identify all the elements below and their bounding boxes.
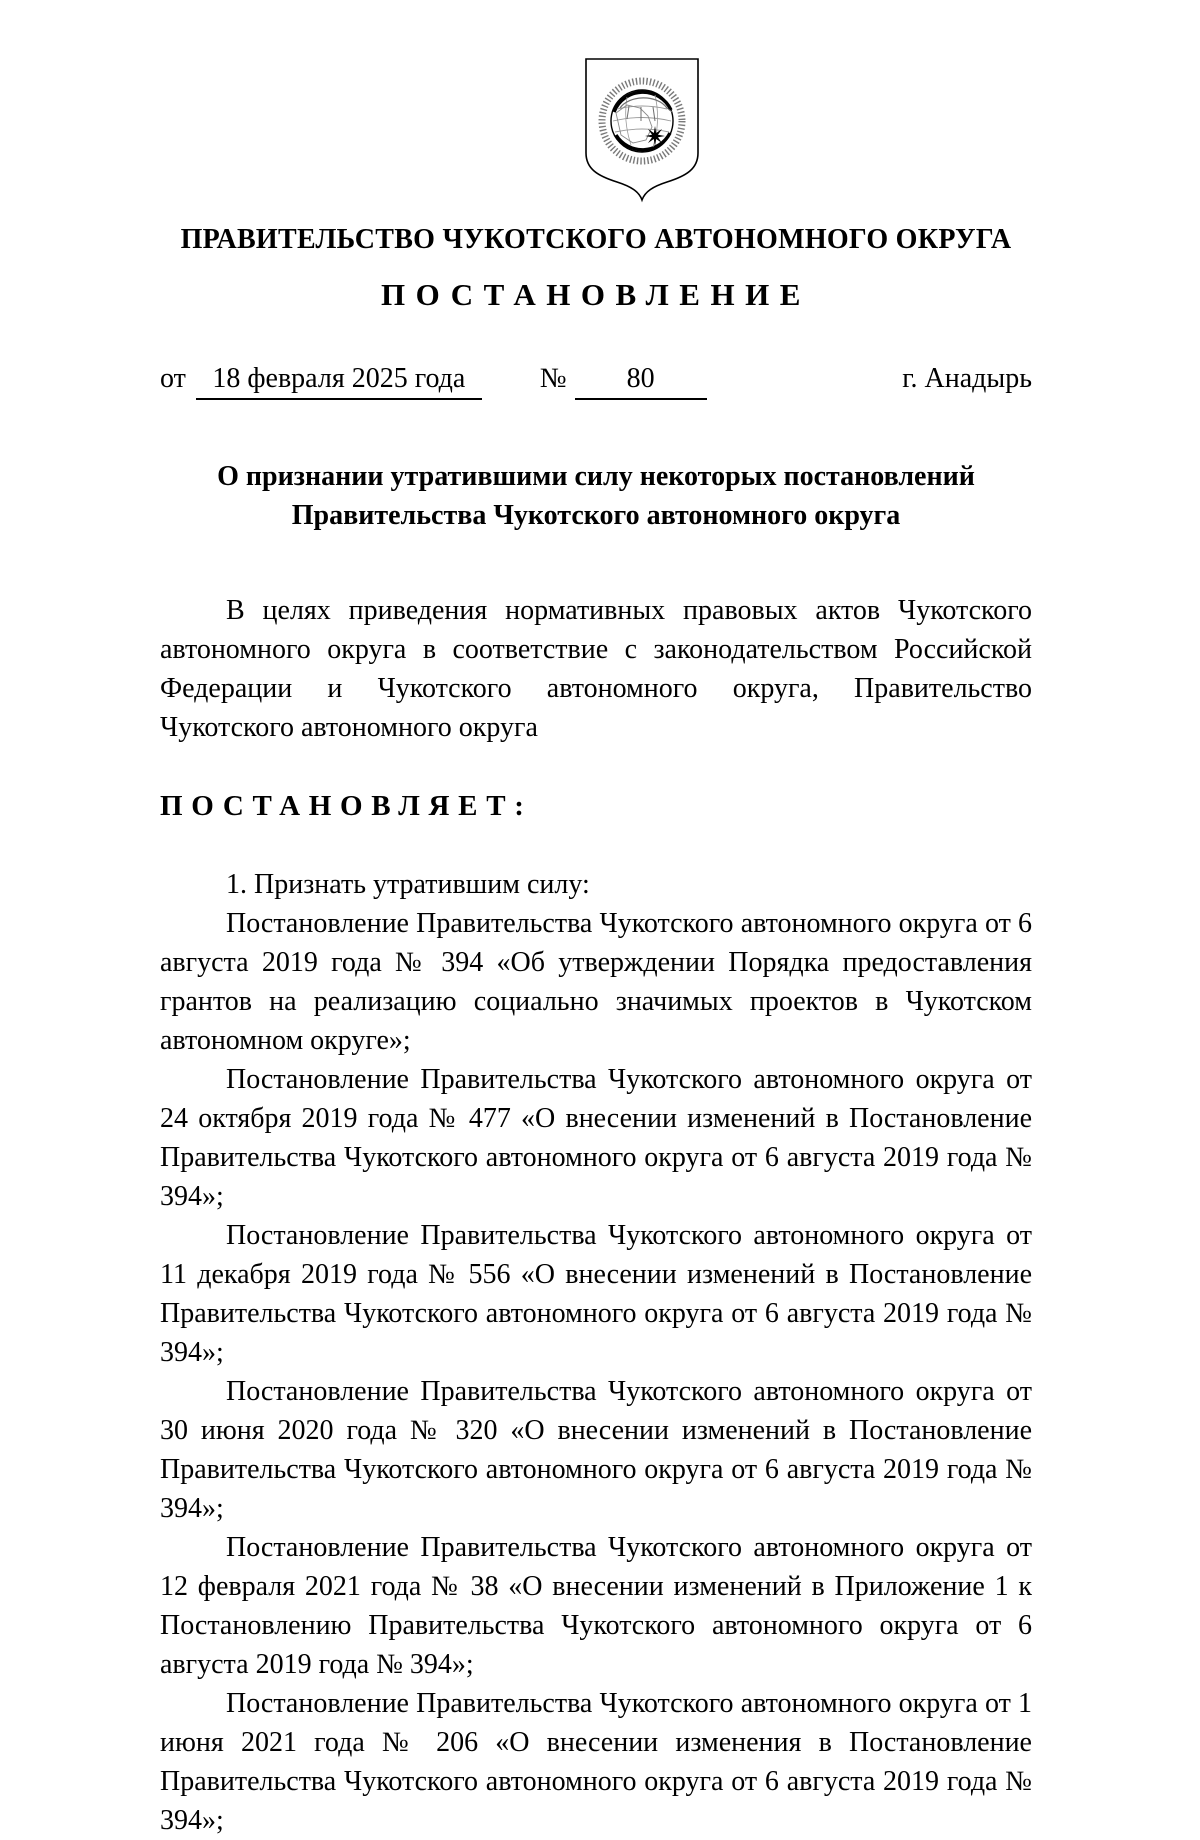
document-title-line2: Правительства Чукотского автономного округа — [291, 500, 901, 531]
date-value: 18 февраля 2025 года — [196, 362, 482, 400]
body-paragraph: Постановление Правительства Чукотского автономного округа от 30 июня 2020 года № 320 «О внесении изменений в Постановление Правительства Чукотского автономного округа от 6 августа 2019 года № 394»; — [160, 1376, 1032, 1524]
document-title-line1: О признании утратившими силу некоторых постановлений — [217, 461, 975, 492]
date-label: от — [160, 363, 186, 394]
resolves-heading: ПОСТАНОВЛЯЕТ: — [160, 790, 533, 822]
doc-type-heading: ПОСТАНОВЛЕНИЕ — [381, 277, 811, 312]
place-label: г. Анадырь — [902, 363, 1032, 394]
number-value: 80 — [575, 362, 707, 400]
document-title — [160, 457, 1032, 535]
body-paragraph: Постановление Правительства Чукотского автономного округа от 12 февраля 2021 года № 38 «О внесении изменений в Приложение 1 к Постановлению Правительства Чукотского автономного округа от 6 августа 2019 года № 394»; — [160, 1532, 1032, 1680]
org-name: ПРАВИТЕЛЬСТВО ЧУКОТСКОГО АВТОНОМНОГО ОКРУГА — [180, 224, 1012, 255]
number-label: № — [539, 363, 567, 394]
body-paragraph: Постановление Правительства Чукотского автономного округа от 6 августа 2019 года № 394 «Об утверждении Порядка предоставления грантов на реализацию социально значимых проектов в Чукотском автономном округе»; — [160, 908, 1032, 1056]
preamble-paragraph: В целях приведения нормативных правовых актов Чукотского автономного округа в соответствие с законодательством Российской Федерации и Чукотского автономного округа, Правительство Чукотского автономного округа — [160, 595, 1032, 743]
body-paragraph: 1. Признать утратившим силу: — [226, 869, 590, 900]
star-icon — [645, 126, 665, 146]
body-paragraph: Постановление Правительства Чукотского автономного округа от 11 декабря 2019 года № 556 «О внесении изменений в Постановление Правительства Чукотского автономного округа от 6 августа 2019 года № 394»; — [160, 1220, 1032, 1368]
body-paragraph: Постановление Правительства Чукотского автономного округа от 24 октября 2019 года № 477 «О внесении изменений в Постановление Правительства Чукотского автономного округа от 6 августа 2019 года № 394»; — [160, 1064, 1032, 1212]
doc-meta-row — [160, 362, 1032, 400]
emblem-container — [160, 57, 1032, 203]
body-paragraphs — [160, 865, 1032, 1840]
chukotka-coat-of-arms-icon — [583, 57, 701, 203]
body-paragraph: Постановление Правительства Чукотского автономного округа от 1 июня 2021 года № 206 «О внесении изменения в Постановление Правительства Чукотского автономного округа от 6 августа 2019 года № 394»; — [160, 1688, 1032, 1836]
